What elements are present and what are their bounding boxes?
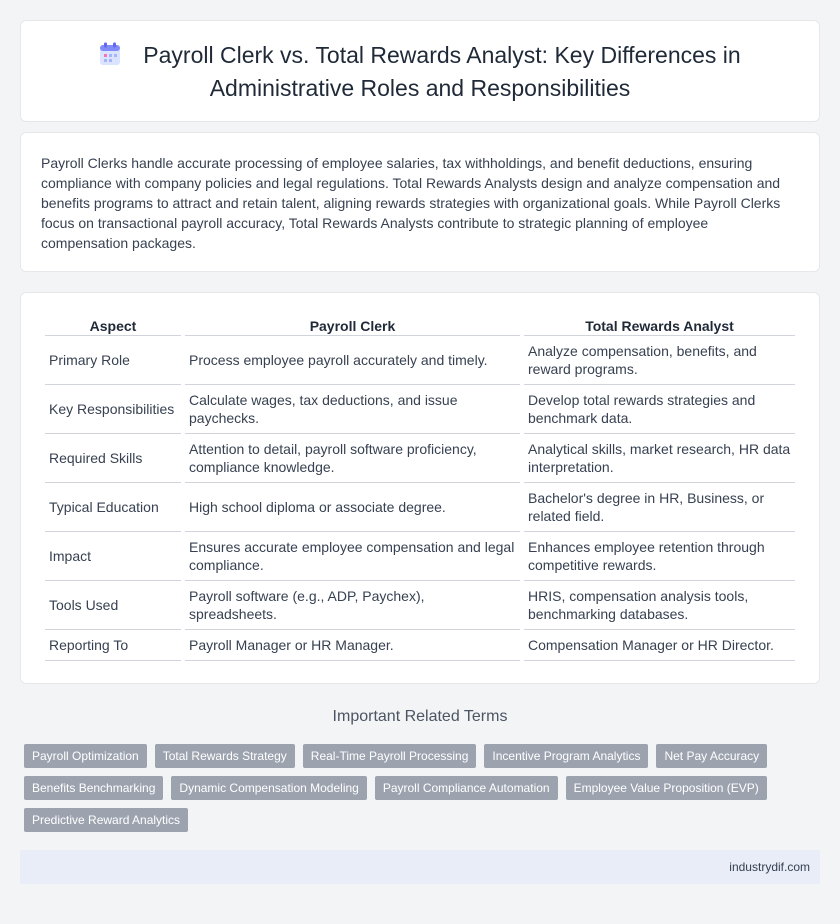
row-payroll-clerk: Calculate wages, tax deductions, and issue paychecks. [185, 385, 520, 434]
row-total-rewards-analyst: Analyze compensation, benefits, and reward programs. [524, 336, 795, 385]
row-aspect: Primary Role [45, 336, 181, 385]
footer-site-link[interactable]: industrydif.com [729, 860, 810, 874]
table-row [45, 336, 795, 385]
related-term-tag[interactable]: Dynamic Compensation Modeling [171, 776, 366, 800]
row-total-rewards-analyst: Develop total rewards strategies and benchmark data. [524, 385, 795, 434]
row-payroll-clerk: Payroll software (e.g., ADP, Paychex), spreadsheets. [185, 581, 520, 630]
row-total-rewards-analyst: Bachelor's degree in HR, Business, or related field. [524, 483, 795, 532]
row-total-rewards-analyst: HRIS, compensation analysis tools, benchmarking databases. [524, 581, 795, 630]
table-row [45, 483, 795, 532]
table-row [45, 532, 795, 581]
row-aspect: Required Skills [45, 434, 181, 483]
table-row [45, 630, 795, 661]
row-total-rewards-analyst: Analytical skills, market research, HR data interpretation. [524, 434, 795, 483]
row-aspect: Reporting To [45, 630, 181, 661]
related-terms-list [20, 744, 820, 840]
table-row [45, 385, 795, 434]
row-aspect: Tools Used [45, 581, 181, 630]
related-term-tag[interactable]: Net Pay Accuracy [656, 744, 767, 768]
intro-text: Payroll Clerks handle accurate processing of employee salaries, tax withholdings, and benefit deductions, ensuring compliance with company policies and legal regulations. Total Rewards Analysts design and analyze compensation and benefits programs to attract and retain talent, aligning rewards strategies with organizational goals. While Payroll Clerks focus on transactional payroll accuracy, Total Rewards Analysts contribute to strategic planning of employee compensation packages. [41, 155, 781, 251]
related-terms-title: Important Related Terms [332, 708, 508, 725]
page-footer [20, 850, 820, 884]
calendar-icon [99, 42, 121, 73]
page-header [20, 20, 820, 122]
row-aspect: Typical Education [45, 483, 181, 532]
page-title-text: Payroll Clerk vs. Total Rewards Analyst: Key Differences in Administrative Roles and Responsibilities [143, 41, 741, 101]
related-term-tag[interactable]: Payroll Optimization [24, 744, 147, 768]
related-term-tag[interactable]: Predictive Reward Analytics [24, 808, 188, 832]
row-payroll-clerk: Payroll Manager or HR Manager. [185, 630, 520, 661]
column-header-total-rewards-analyst: Total Rewards Analyst [524, 315, 795, 336]
column-header-payroll-clerk: Payroll Clerk [185, 315, 520, 336]
comparison-section [20, 292, 820, 684]
related-term-tag[interactable]: Total Rewards Strategy [155, 744, 295, 768]
related-term-tag[interactable]: Employee Value Proposition (EVP) [566, 776, 767, 800]
row-total-rewards-analyst: Compensation Manager or HR Director. [524, 630, 795, 661]
row-payroll-clerk: High school diploma or associate degree. [185, 483, 520, 532]
row-payroll-clerk: Process employee payroll accurately and timely. [185, 336, 520, 385]
row-payroll-clerk: Attention to detail, payroll software proficiency, compliance knowledge. [185, 434, 520, 483]
table-row [45, 581, 795, 630]
row-payroll-clerk: Ensures accurate employee compensation and legal compliance. [185, 532, 520, 581]
page-title [21, 40, 819, 103]
comparison-table [41, 315, 799, 661]
related-term-tag[interactable]: Benefits Benchmarking [24, 776, 163, 800]
intro-section [20, 132, 820, 272]
table-header-row [45, 315, 795, 336]
related-term-tag[interactable]: Incentive Program Analytics [484, 744, 648, 768]
related-term-tag[interactable]: Payroll Compliance Automation [375, 776, 558, 800]
table-row [45, 434, 795, 483]
row-total-rewards-analyst: Enhances employee retention through competitive rewards. [524, 532, 795, 581]
column-header-aspect: Aspect [45, 315, 181, 336]
row-aspect: Impact [45, 532, 181, 581]
row-aspect: Key Responsibilities [45, 385, 181, 434]
related-term-tag[interactable]: Real-Time Payroll Processing [303, 744, 477, 768]
